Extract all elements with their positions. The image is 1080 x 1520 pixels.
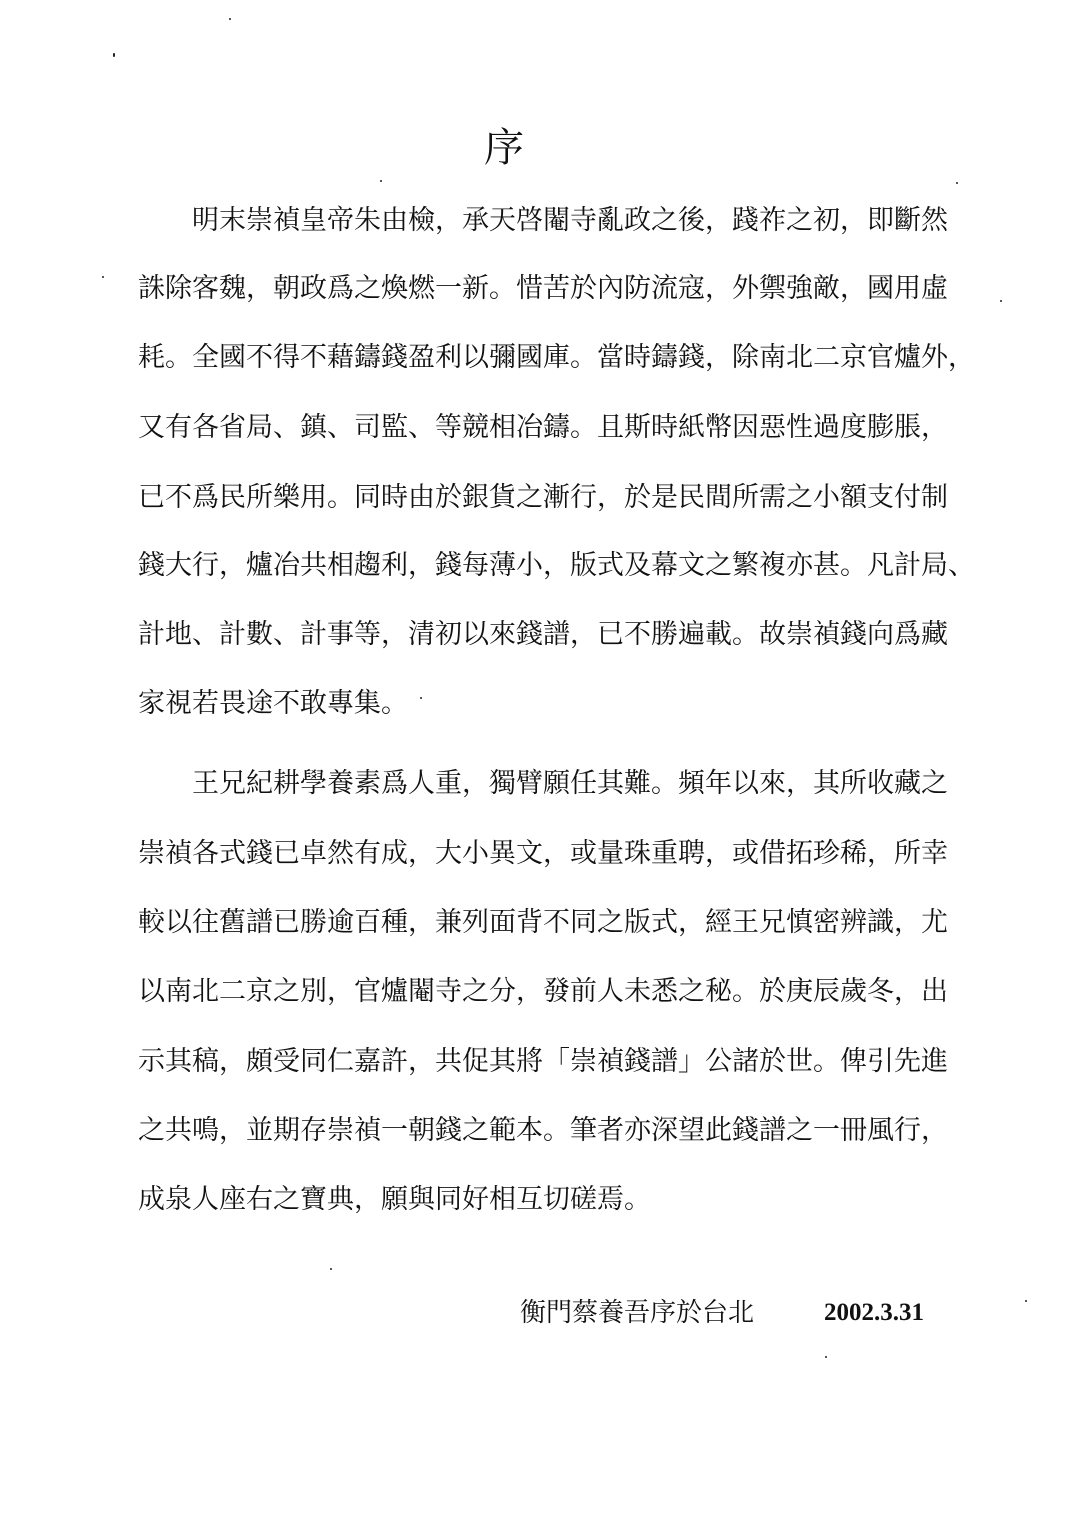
text-line: 家視若畏途不敢專集。 [138,688,408,719]
scan-speck [420,697,422,699]
text-line: 較以往舊譜已勝逾百種，兼列面背不同之版式，經王兄慎密辨識，尤 [138,907,948,938]
scan-speck [229,18,231,20]
scan-speck [1025,1300,1027,1302]
text-line: 明末崇禎皇帝朱由檢，承天啓閹寺亂政之後，踐祚之初，即斷然 [192,205,948,236]
text-line: 以南北二京之別，官爐閹寺之分，發前人未悉之秘。於庚辰歲冬，出 [138,976,948,1007]
text-line: 錢大行，爐冶共相趨利，錢每薄小，版式及幕文之繁複亦甚。凡計局、 [138,550,975,581]
text-line: 又有各省局、鎮、司監、等競相冶鑄。且斯時紙幣因惡性過度膨脹， [138,412,948,443]
text-line: 計地、計數、計事等，清初以來錢譜，已不勝遍載。故崇禎錢向爲藏 [138,619,948,650]
page-title: 序 [484,125,524,171]
text-line: 崇禎各式錢已卓然有成，大小異文，或量珠重聘，或借拓珍稀，所幸 [138,838,948,869]
scan-speck [113,53,115,57]
scan-speck [380,180,382,182]
text-line: 之共鳴，並期存崇禎一朝錢之範本。筆者亦深望此錢譜之一冊風行， [138,1115,948,1146]
scan-speck [825,1356,827,1358]
signature-date: 2002.3.31 [824,1299,924,1326]
text-line: 成泉人座右之寶典，願與同好相互切磋焉。 [138,1184,651,1215]
signature: 衡門蔡養吾序於台北 [520,1298,755,1328]
scan-speck [1000,300,1002,302]
text-line: 王兄紀耕學養素爲人重，獨臂願任其難。頻年以來，其所收藏之 [192,768,948,799]
scan-speck [330,1268,332,1270]
text-line: 誅除客魏，朝政爲之煥燃一新。惜苦於內防流寇，外禦強敵，國用虛 [138,273,948,304]
scan-speck [956,182,958,184]
text-line: 耗。全國不得不藉鑄錢盈利以彌國庫。當時鑄錢，除南北二京官爐外， [138,342,975,373]
text-line: 示其稿，頗受同仁嘉許，共促其將「崇禎錢譜」公諸於世。俾引先進 [138,1046,948,1077]
scan-speck [102,276,104,278]
text-line: 已不爲民所樂用。同時由於銀貨之漸行，於是民間所需之小額支付制 [138,482,948,513]
